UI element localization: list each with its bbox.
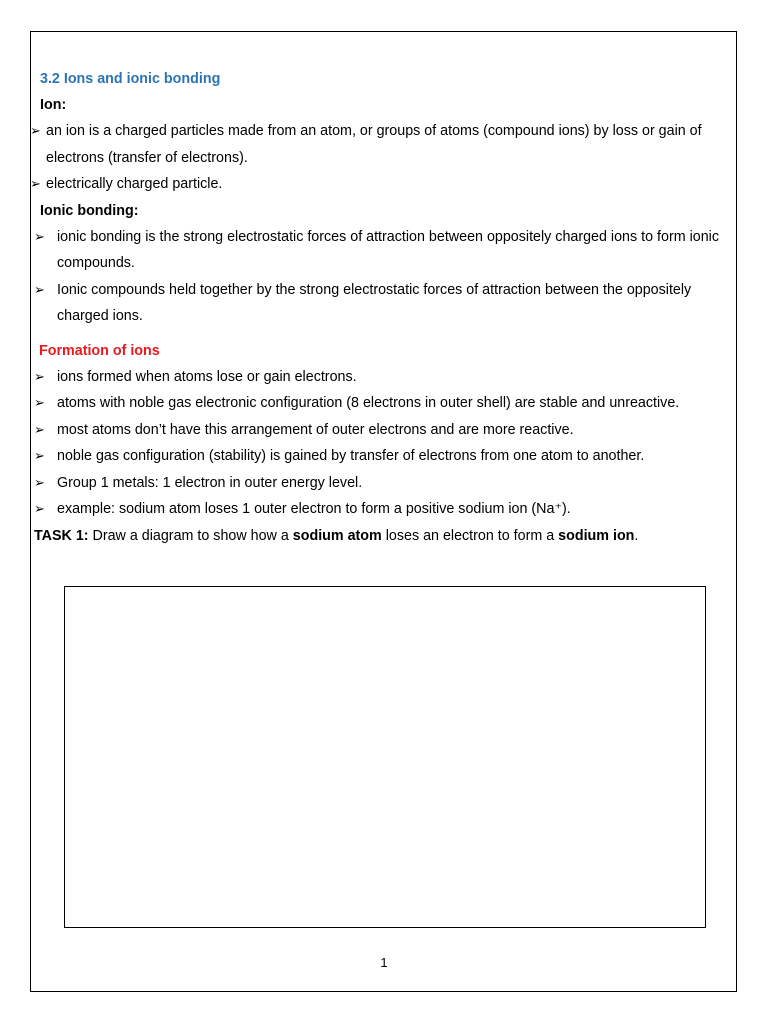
formation-bullet-text: atoms with noble gas electronic configuration (8 electrons in outer shell) are stable and unreactive. <box>57 395 680 411</box>
ion-bullet-list <box>30 118 734 198</box>
list-item <box>34 364 734 391</box>
bullet-arrow-icon: ➢ <box>34 448 45 463</box>
ion-bullet-text: an ion is a charged particles made from an atom, or groups of atoms (compound ions) by loss or gain of electrons (transfer of electrons). <box>46 123 702 166</box>
task-label: TASK 1: <box>34 527 89 544</box>
diagram-answer-box[interactable] <box>64 586 706 928</box>
formation-bullet-text: most atoms don’t have this arrangement of outer electrons and are more reactive. <box>57 421 574 438</box>
bullet-arrow-icon: ➢ <box>30 123 41 138</box>
list-item <box>34 443 734 470</box>
ionic-bonding-bullet-list <box>34 224 734 330</box>
formation-bullet-text: example: sodium atom loses 1 outer electron to form a positive sodium ion (Na⁺). <box>57 501 571 517</box>
formation-title: Formation of ions <box>39 342 160 359</box>
task-bold-term: sodium atom <box>292 527 382 544</box>
ionic-bonding-heading: Ionic bonding: <box>40 202 139 219</box>
task-instruction <box>34 523 734 549</box>
ionic-bonding-bullet-text: Ionic compounds held together by the strong electrostatic forces of attraction between the oppositely charged ions. <box>57 281 692 324</box>
task-text: Draw a diagram to show how a <box>88 527 293 544</box>
ion-bullet-text: electrically charged particle. <box>46 176 223 192</box>
bullet-arrow-icon: ➢ <box>34 474 45 490</box>
list-item <box>34 390 734 417</box>
bullet-arrow-icon: ➢ <box>34 501 45 516</box>
bullet-arrow-icon: ➢ <box>30 176 41 191</box>
list-item <box>34 496 734 523</box>
bullet-arrow-icon: ➢ <box>34 281 45 297</box>
formation-bullet-list <box>34 364 734 523</box>
list-item <box>34 470 734 497</box>
formation-bullet-text: Group 1 metals: 1 electron in outer energy level. <box>57 474 363 491</box>
task-text: . <box>634 527 639 544</box>
list-item <box>34 417 734 444</box>
bullet-arrow-icon: ➢ <box>34 228 45 244</box>
formation-bullet-text: ions formed when atoms lose or gain electrons. <box>57 368 357 385</box>
bullet-arrow-icon: ➢ <box>34 368 45 384</box>
section-title: 3.2 Ions and ionic bonding <box>40 71 221 87</box>
task-text: loses an electron to form a <box>381 527 559 544</box>
list-item <box>34 224 734 277</box>
ionic-bonding-bullet-text: ionic bonding is the strong electrostatic forces of attraction between oppositely charged ions to form ionic compounds. <box>57 228 719 271</box>
bullet-arrow-icon: ➢ <box>34 395 45 410</box>
bullet-arrow-icon: ➢ <box>34 421 45 437</box>
list-item <box>34 277 734 330</box>
list-item <box>30 118 734 171</box>
document-body <box>30 66 734 549</box>
list-item <box>30 171 734 198</box>
page-number: 1 <box>380 955 388 970</box>
ion-heading: Ion: <box>40 97 67 113</box>
formation-bullet-text: noble gas configuration (stability) is gained by transfer of electrons from one atom to another. <box>57 448 645 464</box>
task-bold-term: sodium ion <box>558 527 635 544</box>
